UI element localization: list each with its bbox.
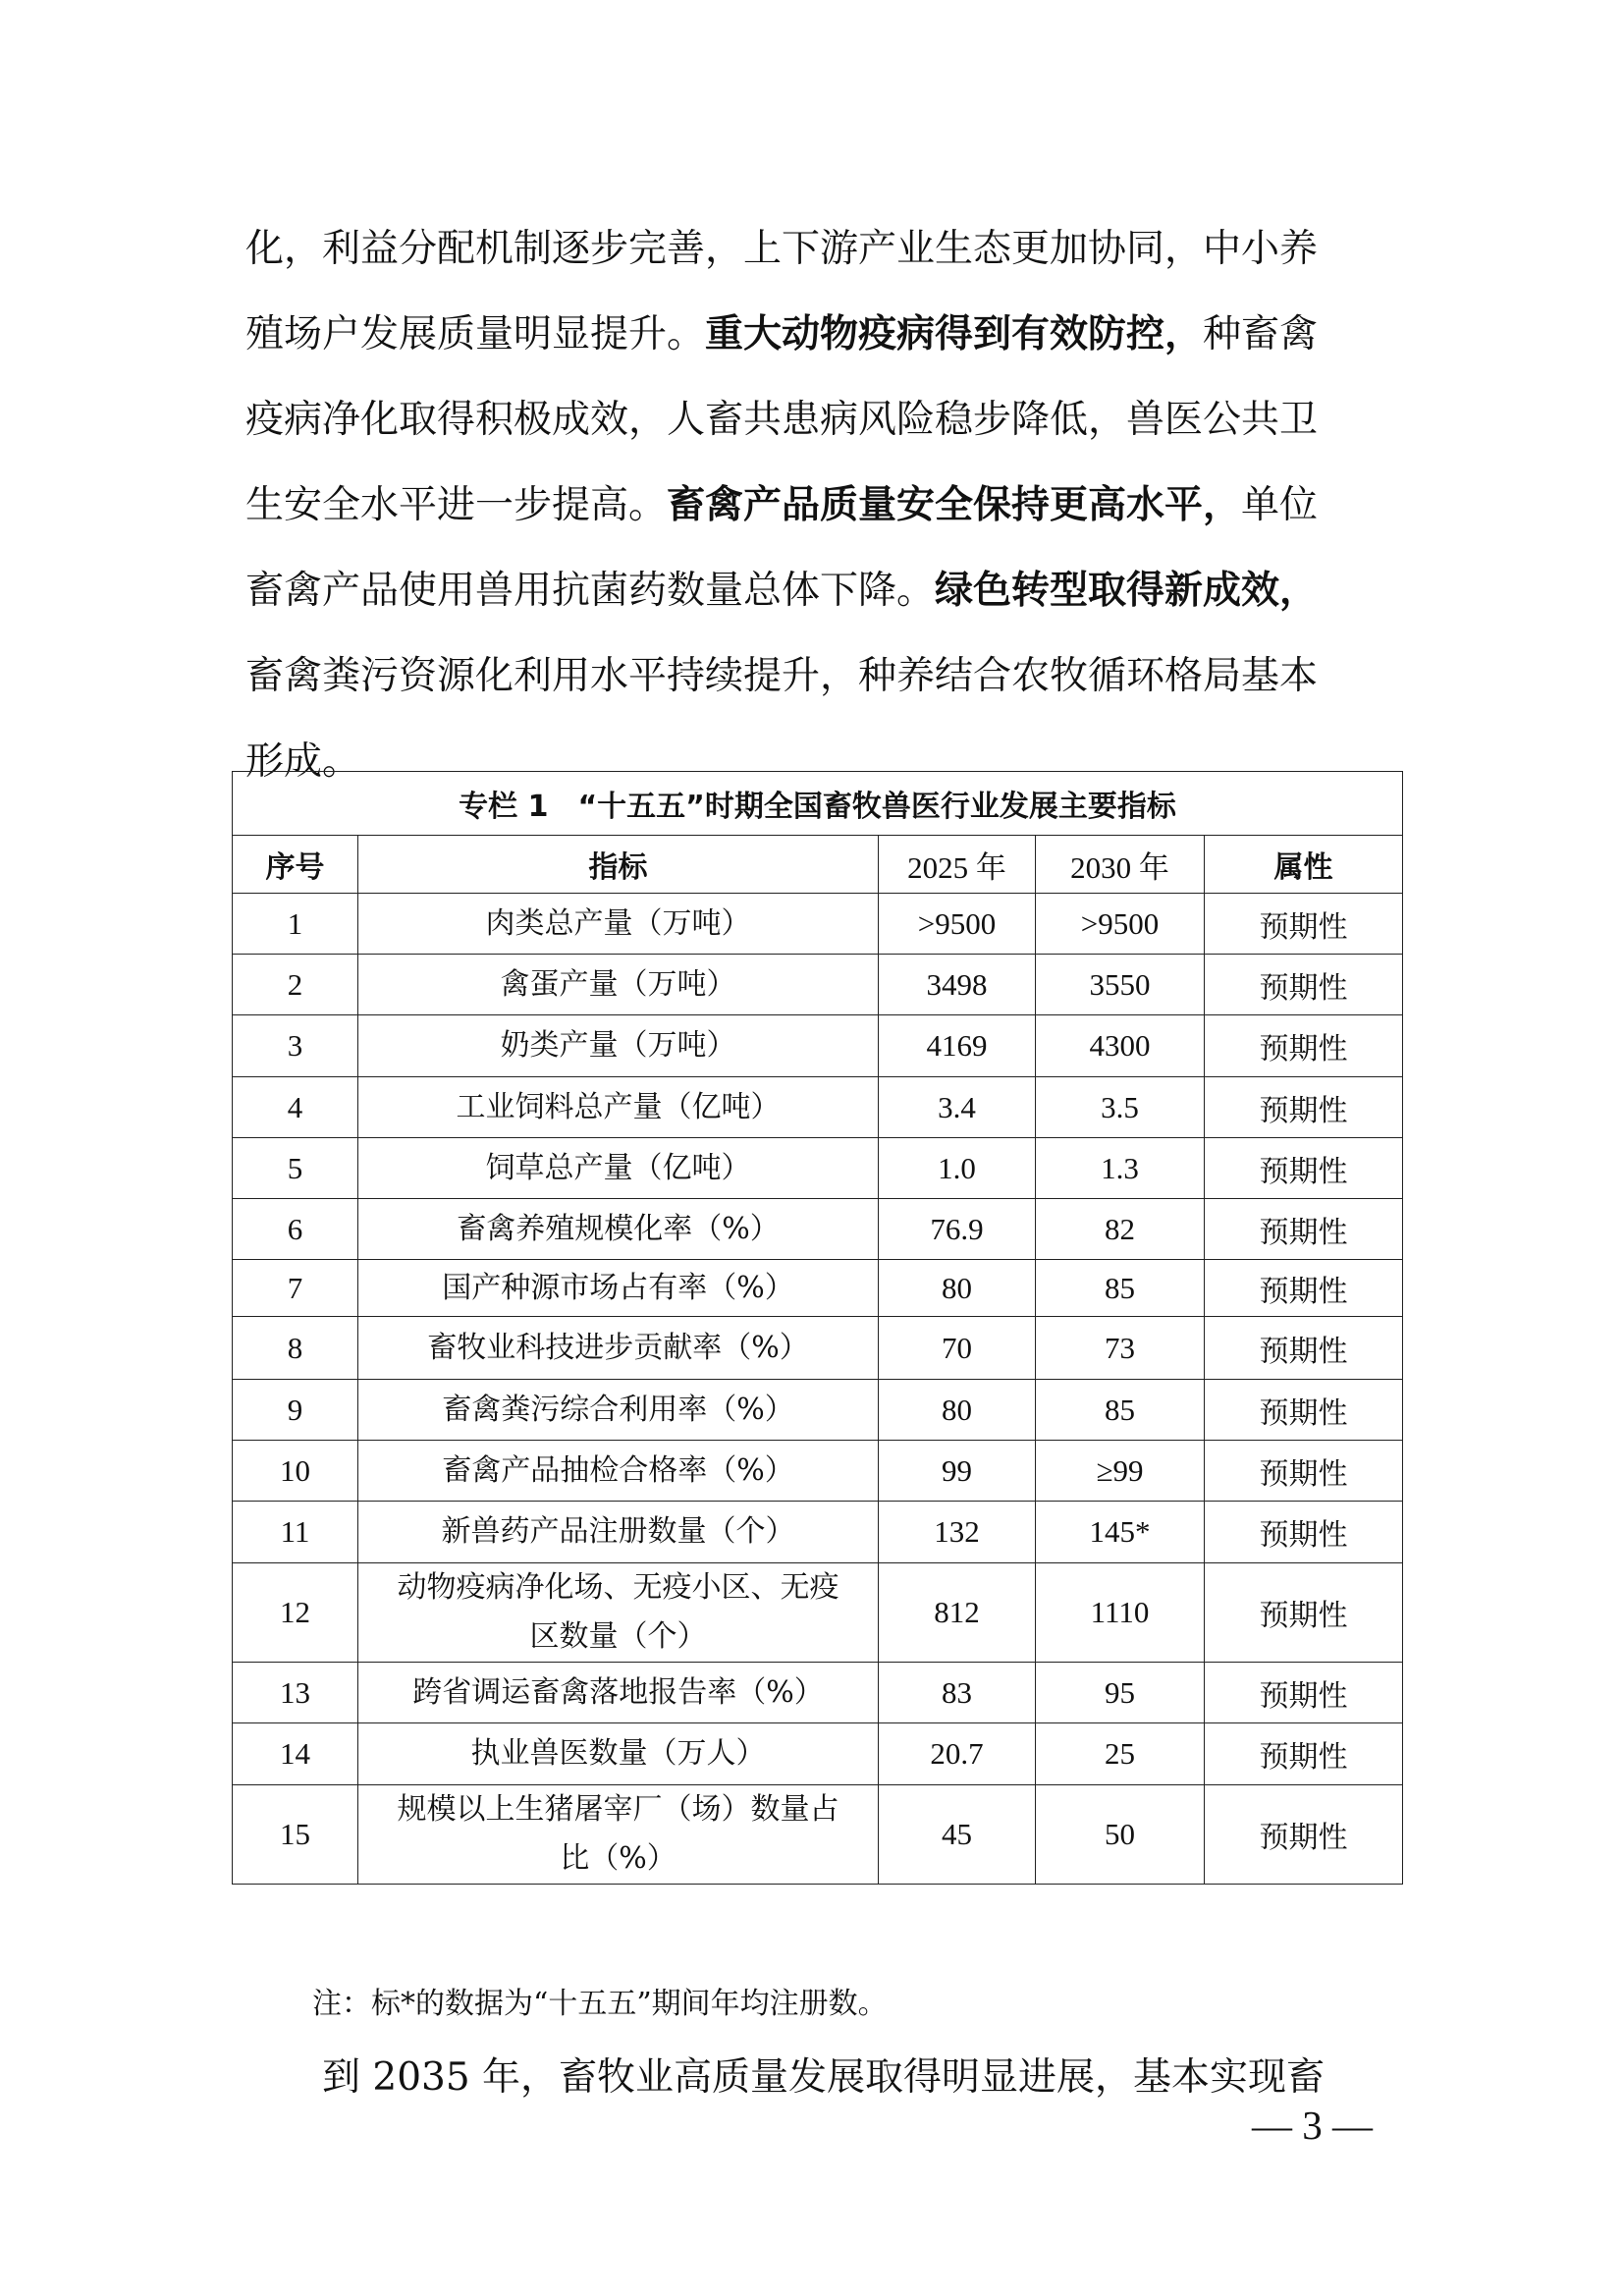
row-index: 5 — [233, 1138, 358, 1199]
intro-line-4 — [245, 463, 1389, 548]
table-row — [233, 955, 1403, 1015]
row-value-2025: 132 — [879, 1502, 1036, 1563]
row-value-2025: 45 — [879, 1785, 1036, 1885]
page-number: — 3 — — [1252, 2103, 1373, 2148]
table-row — [233, 1380, 1403, 1441]
table-row — [233, 1502, 1403, 1563]
row-index: 2 — [233, 955, 358, 1015]
row-attribute: 预期性 — [1205, 1260, 1403, 1317]
row-indicator: 国产种源市场占有率（%） — [358, 1260, 879, 1317]
row-value-2025: 4169 — [879, 1015, 1036, 1077]
bold-heading-green-transition: 绿色转型取得新成效， — [935, 569, 1319, 613]
row-value-2030: 85 — [1036, 1260, 1205, 1317]
row-value-2025: 1.0 — [879, 1138, 1036, 1199]
row-value-2025: 20.7 — [879, 1723, 1036, 1785]
intro-line-1: 化，利益分配机制逐步完善，上下游产业生态更加协同，中小养 — [245, 227, 1319, 271]
row-index: 3 — [233, 1015, 358, 1077]
row-indicator: 畜禽产品抽检合格率（%） — [358, 1441, 879, 1502]
row-index: 7 — [233, 1260, 358, 1317]
row-index: 15 — [233, 1785, 358, 1885]
row-attribute: 预期性 — [1205, 955, 1403, 1015]
table-row — [233, 1077, 1403, 1138]
header-indicator: 指标 — [358, 836, 879, 894]
bold-heading-disease-control: 重大动物疫病得到有效防控， — [705, 312, 1204, 356]
table-row — [233, 1015, 1403, 1077]
row-value-2030: 1.3 — [1036, 1138, 1205, 1199]
row-value-2025: 70 — [879, 1317, 1036, 1380]
row-value-2030: >9500 — [1036, 894, 1205, 955]
table-row — [233, 1563, 1403, 1663]
table-row — [233, 1441, 1403, 1502]
row-attribute: 预期性 — [1205, 1663, 1403, 1723]
bold-heading-product-quality: 畜禽产品质量安全保持更高水平， — [667, 483, 1242, 527]
row-value-2025: 80 — [879, 1380, 1036, 1441]
table-row — [233, 1138, 1403, 1199]
row-indicator: 禽蛋产量（万吨） — [358, 955, 879, 1015]
header-2030: 2030 年 — [1036, 836, 1205, 894]
closing-paragraph — [245, 2035, 1389, 2120]
row-attribute: 预期性 — [1205, 1502, 1403, 1563]
row-index: 13 — [233, 1663, 358, 1723]
row-value-2025: >9500 — [879, 894, 1036, 955]
row-index: 12 — [233, 1563, 358, 1663]
header-2025: 2025 年 — [879, 836, 1036, 894]
row-attribute: 预期性 — [1205, 1723, 1403, 1785]
row-indicator: 工业饲料总产量（亿吨） — [358, 1077, 879, 1138]
row-index: 14 — [233, 1723, 358, 1785]
row-value-2030: 85 — [1036, 1380, 1205, 1441]
table-caption: 专栏 1 “十五五”时期全国畜牧兽医行业发展主要指标 — [233, 772, 1403, 836]
row-value-2025: 80 — [879, 1260, 1036, 1317]
row-indicator: 动物疫病净化场、无疫小区、无疫区数量（个） — [358, 1563, 879, 1663]
intro-line-6: 畜禽粪污资源化利用水平持续提升，种养结合农牧循环格局基本 — [245, 654, 1319, 698]
table-row — [233, 1317, 1403, 1380]
closing-line: 到 2035 年，畜牧业高质量发展取得明显进展，基本实现畜 — [322, 2055, 1325, 2100]
row-attribute: 预期性 — [1205, 1317, 1403, 1380]
row-value-2030: ≥99 — [1036, 1441, 1205, 1502]
intro-text: 殖场户发展质量明显提升。 — [245, 312, 706, 356]
table-row — [233, 894, 1403, 955]
table-row — [233, 1260, 1403, 1317]
row-attribute: 预期性 — [1205, 1015, 1403, 1077]
row-indicator: 跨省调运畜禽落地报告率（%） — [358, 1663, 879, 1723]
row-indicator: 畜牧业科技进步贡献率（%） — [358, 1317, 879, 1380]
row-indicator: 规模以上生猪屠宰厂（场）数量占比（%） — [358, 1785, 879, 1885]
row-value-2030: 4300 — [1036, 1015, 1205, 1077]
table-note: 注：标*的数据为“十五五”期间年均注册数。 — [312, 1987, 888, 2021]
row-index: 4 — [233, 1077, 358, 1138]
intro-text: 生安全水平进一步提高。 — [245, 483, 668, 527]
row-value-2025: 3.4 — [879, 1077, 1036, 1138]
row-attribute: 预期性 — [1205, 1138, 1403, 1199]
table-row — [233, 1723, 1403, 1785]
row-index: 11 — [233, 1502, 358, 1563]
indicator-table — [232, 771, 1403, 1885]
intro-line-7: 形成。 — [245, 739, 361, 784]
row-indicator: 肉类总产量（万吨） — [358, 894, 879, 955]
row-value-2025: 812 — [879, 1563, 1036, 1663]
row-index: 1 — [233, 894, 358, 955]
row-value-2025: 76.9 — [879, 1199, 1036, 1260]
row-attribute: 预期性 — [1205, 1199, 1403, 1260]
row-index: 6 — [233, 1199, 358, 1260]
row-value-2025: 83 — [879, 1663, 1036, 1723]
header-attribute: 属性 — [1205, 836, 1403, 894]
row-indicator: 畜禽粪污综合利用率（%） — [358, 1380, 879, 1441]
row-indicator: 畜禽养殖规模化率（%） — [358, 1199, 879, 1260]
row-value-2025: 99 — [879, 1441, 1036, 1502]
row-value-2030: 95 — [1036, 1663, 1205, 1723]
row-value-2030: 3.5 — [1036, 1077, 1205, 1138]
row-indicator: 新兽药产品注册数量（个） — [358, 1502, 879, 1563]
row-value-2030: 82 — [1036, 1199, 1205, 1260]
row-attribute: 预期性 — [1205, 894, 1403, 955]
table-row — [233, 1663, 1403, 1723]
row-attribute: 预期性 — [1205, 1441, 1403, 1502]
row-value-2025: 3498 — [879, 955, 1036, 1015]
intro-line-2 — [245, 292, 1389, 377]
row-indicator: 执业兽医数量（万人） — [358, 1723, 879, 1785]
intro-text: 畜禽产品使用兽用抗菌药数量总体下降。 — [245, 569, 936, 613]
row-attribute: 预期性 — [1205, 1785, 1403, 1885]
row-attribute: 预期性 — [1205, 1380, 1403, 1441]
intro-paragraph — [245, 206, 1389, 804]
row-index: 8 — [233, 1317, 358, 1380]
row-value-2030: 50 — [1036, 1785, 1205, 1885]
table-row — [233, 1785, 1403, 1885]
row-indicator: 饲草总产量（亿吨） — [358, 1138, 879, 1199]
row-value-2030: 73 — [1036, 1317, 1205, 1380]
row-value-2030: 3550 — [1036, 955, 1205, 1015]
row-value-2030: 25 — [1036, 1723, 1205, 1785]
row-index: 10 — [233, 1441, 358, 1502]
row-attribute: 预期性 — [1205, 1563, 1403, 1663]
table-row — [233, 1199, 1403, 1260]
row-index: 9 — [233, 1380, 358, 1441]
intro-line-5 — [245, 548, 1389, 633]
row-attribute: 预期性 — [1205, 1077, 1403, 1138]
intro-text: 种畜禽 — [1203, 312, 1319, 356]
header-index: 序号 — [233, 836, 358, 894]
intro-line-3: 疫病净化取得积极成效，人畜共患病风险稳步降低，兽医公共卫 — [245, 398, 1319, 442]
row-indicator: 奶类产量（万吨） — [358, 1015, 879, 1077]
intro-text: 单位 — [1241, 483, 1319, 527]
row-value-2030: 1110 — [1036, 1563, 1205, 1663]
row-value-2030: 145* — [1036, 1502, 1205, 1563]
